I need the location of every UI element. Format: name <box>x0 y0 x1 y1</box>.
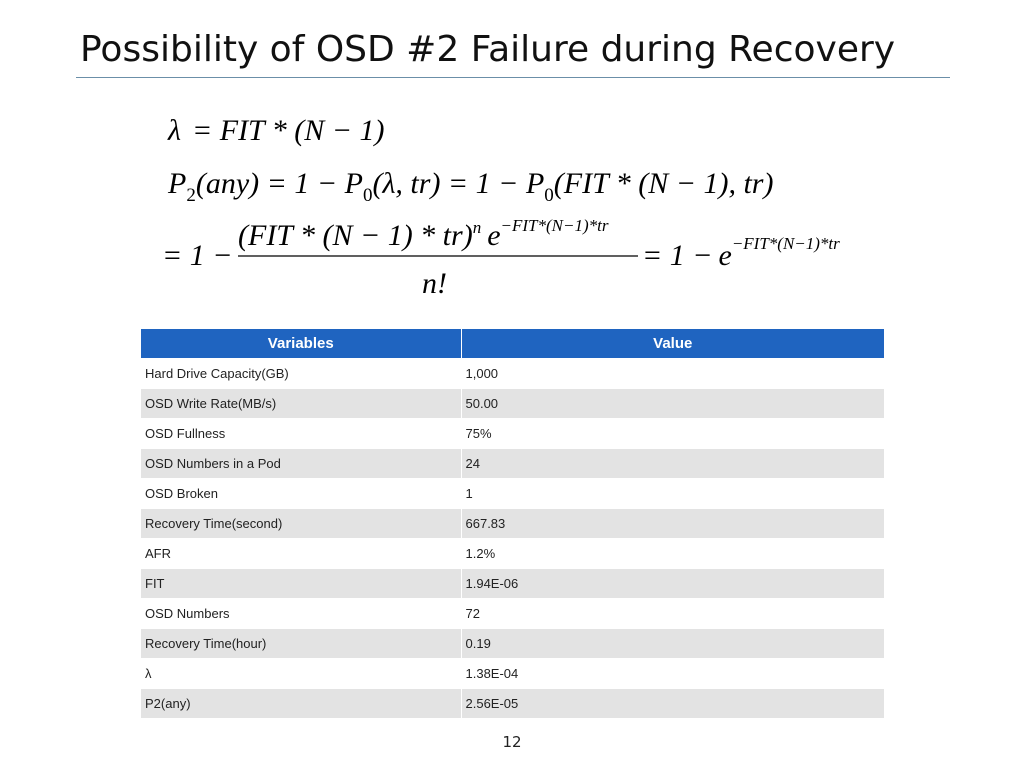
p2-symbol: P <box>168 167 187 200</box>
numerator-power: n <box>472 218 482 237</box>
table-row <box>141 479 884 509</box>
formula-p2-any <box>167 167 773 206</box>
value-cell: 1.38E-04 <box>461 659 884 689</box>
variable-cell: AFR <box>141 539 461 569</box>
formula-lambda <box>167 114 384 147</box>
variable-cell: P2(any) <box>141 689 461 719</box>
header-value: Value <box>461 329 884 359</box>
variables-table <box>141 329 884 718</box>
variable-cell: λ <box>141 659 461 689</box>
poisson-denominator: n! <box>422 267 447 300</box>
result-exponent: −FIT*(N−1)*tr <box>731 234 840 253</box>
formula-poisson <box>162 216 840 300</box>
p0-subscript-a: 0 <box>362 185 373 206</box>
formula-block <box>150 100 910 310</box>
table-row <box>141 539 884 569</box>
table-row <box>141 599 884 629</box>
value-cell: 0.19 <box>461 629 884 659</box>
table-row <box>141 659 884 689</box>
numerator-base: (FIT * (N − 1) * tr) <box>238 219 473 252</box>
lambda-rhs: = FIT * (N − 1) <box>192 114 385 147</box>
p2-any-part: (any) = 1 − <box>195 167 345 200</box>
p0-symbol-b: P <box>525 167 545 200</box>
slide-title: Possibility of OSD #2 Failure during Recovery <box>80 29 896 70</box>
formula-svg <box>150 100 910 310</box>
value-cell: 667.83 <box>461 509 884 539</box>
value-cell: 24 <box>461 449 884 479</box>
table-row <box>141 449 884 479</box>
p0-symbol-a: P <box>344 167 363 200</box>
variable-cell: Recovery Time(second) <box>141 509 461 539</box>
variable-cell: OSD Broken <box>141 479 461 509</box>
table-row <box>141 689 884 719</box>
variables-table-container <box>141 329 884 718</box>
table-row <box>141 359 884 389</box>
value-cell: 75% <box>461 419 884 449</box>
value-cell: 1.2% <box>461 539 884 569</box>
p0-subscript-b: 0 <box>544 185 554 206</box>
p0-end-part: (FIT * (N − 1), tr) <box>553 167 774 200</box>
value-cell: 1,000 <box>461 359 884 389</box>
variable-cell: OSD Write Rate(MB/s) <box>141 389 461 419</box>
formula-line-2 <box>167 167 773 206</box>
poisson-numerator <box>238 216 609 252</box>
value-cell: 50.00 <box>461 389 884 419</box>
value-cell: 1.94E-06 <box>461 569 884 599</box>
variable-cell: OSD Numbers <box>141 599 461 629</box>
page-number: 12 <box>502 733 522 751</box>
table-row <box>141 509 884 539</box>
value-cell: 72 <box>461 599 884 629</box>
variable-cell: Hard Drive Capacity(GB) <box>141 359 461 389</box>
poisson-lead: = 1 − <box>162 239 233 272</box>
lambda-symbol: λ <box>168 114 181 147</box>
variable-cell: FIT <box>141 569 461 599</box>
p0-mid-part: (λ, tr) = 1 − <box>372 167 526 200</box>
result-e: e <box>718 239 732 272</box>
variable-cell: OSD Fullness <box>141 419 461 449</box>
value-cell: 1 <box>461 479 884 509</box>
variable-cell: OSD Numbers in a Pod <box>141 449 461 479</box>
numerator-e: e <box>487 219 501 252</box>
numerator-exponent: −FIT*(N−1)*tr <box>500 216 609 235</box>
value-cell: 2.56E-05 <box>461 689 884 719</box>
p2-subscript: 2 <box>186 185 196 206</box>
variable-cell: Recovery Time(hour) <box>141 629 461 659</box>
table-row <box>141 389 884 419</box>
header-variables: Variables <box>141 329 461 359</box>
table-row <box>141 629 884 659</box>
result-equals: = 1 − <box>642 239 713 272</box>
table-row <box>141 419 884 449</box>
poisson-result <box>642 234 840 272</box>
table-row <box>141 569 884 599</box>
table-header-row <box>141 329 884 359</box>
title-divider <box>76 77 950 78</box>
